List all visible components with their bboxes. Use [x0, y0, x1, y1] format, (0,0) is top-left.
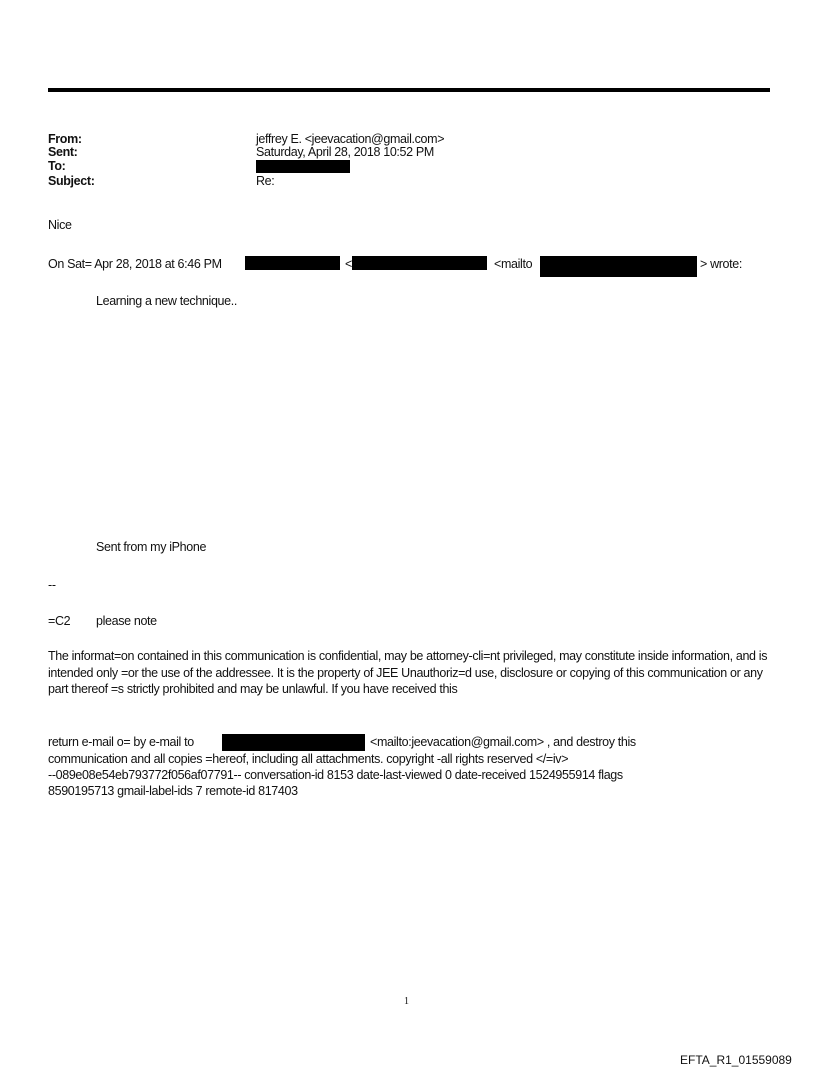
subject-label: Subject:	[48, 174, 95, 188]
footer-line-3: --089e08e54eb793772f056af07791-- conversation-id 8153 date-last-viewed 0 date-received 1524955914 flags	[48, 768, 623, 782]
subject-value: Re:	[256, 174, 275, 188]
quote-wrote: > wrote:	[700, 257, 743, 271]
quoted-signature: Sent from my iPhone	[96, 540, 207, 554]
document-id: EFTA_R1_01559089	[680, 1053, 792, 1067]
from-label: From:	[48, 132, 82, 146]
return-start: return e-mail o= by e-mail to	[48, 735, 194, 749]
quote-intro: On Sat= Apr 28, 2018 at 6:46 PM	[48, 257, 222, 271]
page-number: 1	[404, 996, 409, 1007]
redaction-sender-name	[245, 256, 340, 270]
to-label: To:	[48, 159, 66, 173]
header-rule	[48, 88, 770, 92]
redaction-sender-email	[352, 256, 487, 270]
quoted-text: Learning a new technique..	[96, 294, 238, 308]
return-rest: <mailto:jeevacation@gmail.com> , and destroy this	[370, 735, 636, 749]
footer-line-2: communication and all copies =hereof, including all attachments. copyright -all rights reserved </=iv>	[48, 752, 569, 766]
note-code: =C2	[48, 614, 71, 628]
redaction-to	[256, 160, 350, 173]
footer-line-4: 8590195713 gmail-label-ids 7 remote-id 817403	[48, 784, 298, 798]
sent-label: Sent:	[48, 145, 78, 159]
note-text: please note	[96, 614, 157, 628]
reply-text: Nice	[48, 218, 72, 232]
redaction-mailto	[540, 256, 697, 277]
sent-value: Saturday, April 28, 2018 10:52 PM	[256, 145, 434, 159]
quote-mailto: <mailto	[494, 257, 533, 271]
disclaimer: The informat=on contained in this communication is confidential, may be attorney-cli=nt privileged, may constitute inside information, and is intended only =or the use of the addressee. It is the property of JEE Unauthoriz=d use, disclosure or copying of this communication or any part thereof =s strictly prohibited and may be unlawful. If you have received this	[48, 649, 768, 696]
quote-lt: <	[345, 257, 352, 271]
from-value: jeffrey E. <jeevacation@gmail.com>	[256, 132, 445, 146]
separator: --	[48, 578, 56, 592]
redaction-return-email	[222, 734, 365, 751]
